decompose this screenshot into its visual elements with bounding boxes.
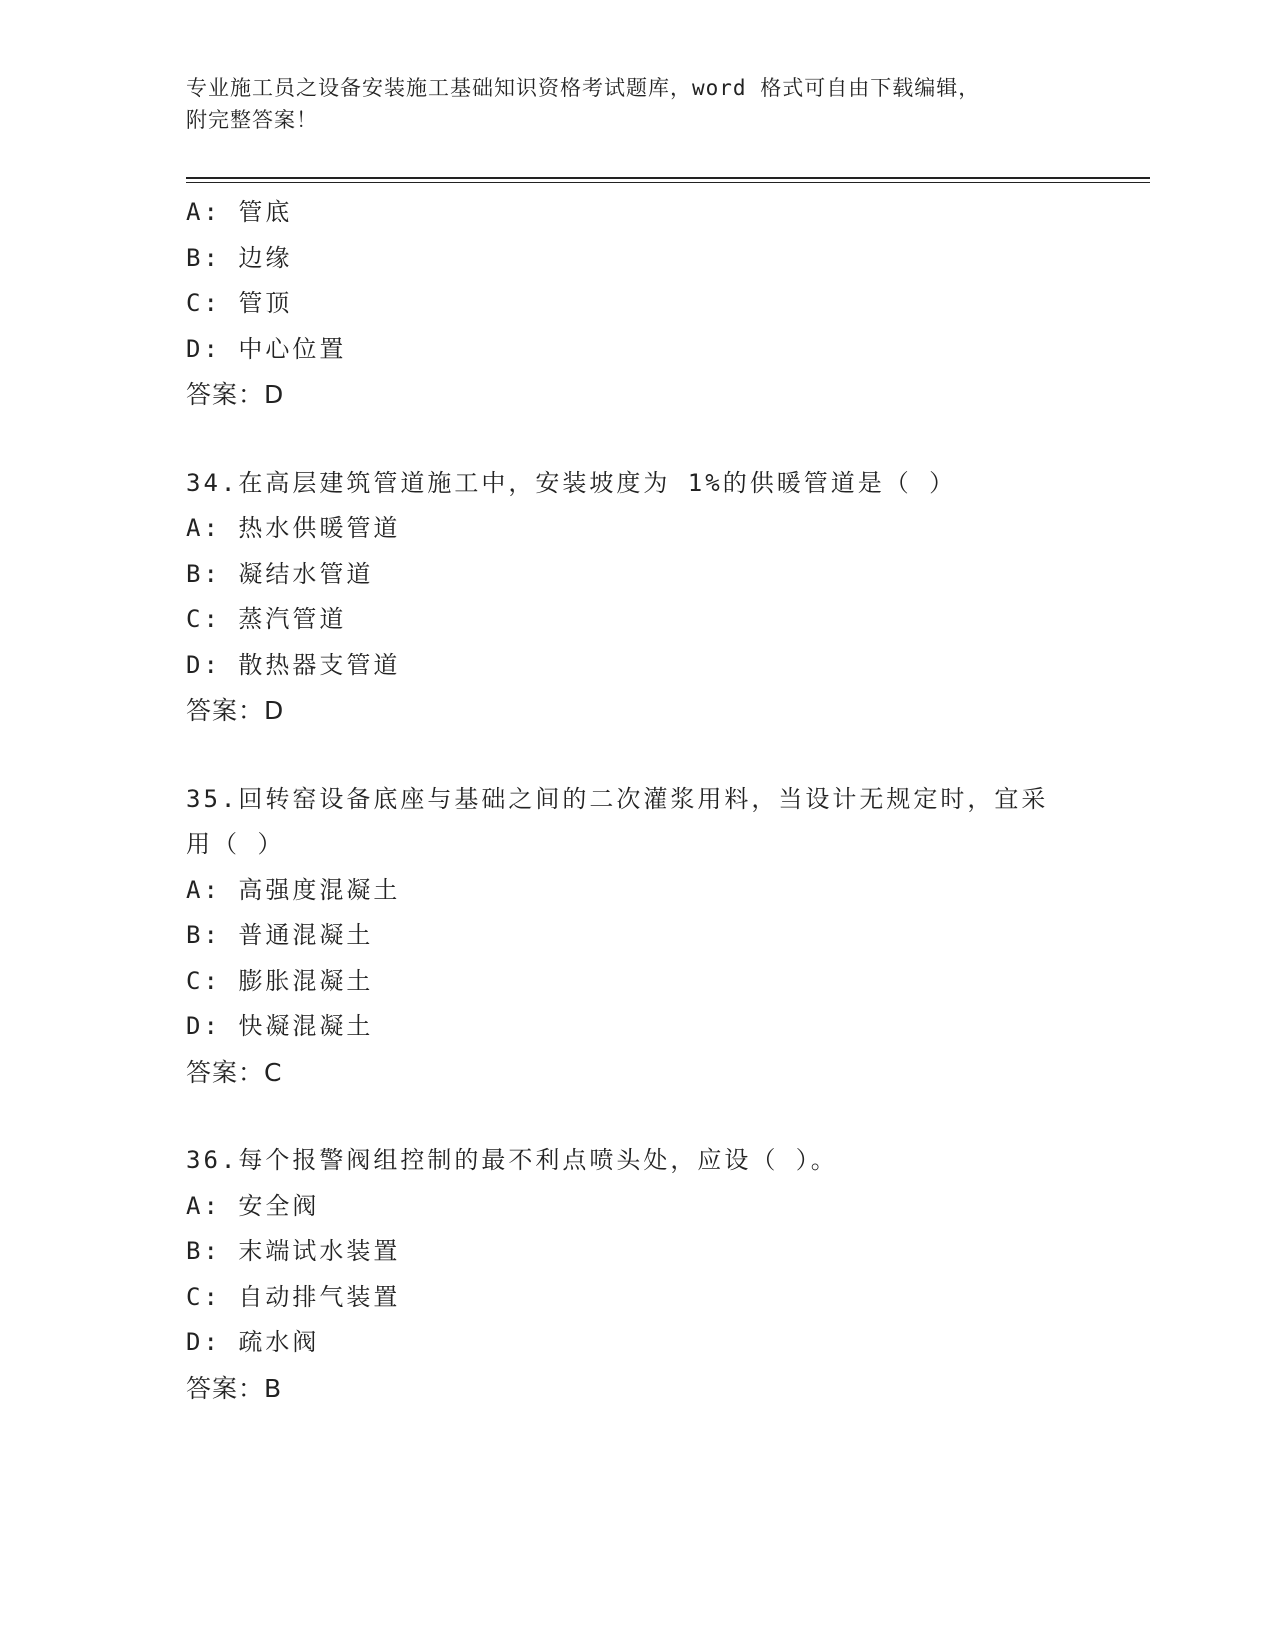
option-d: D: 快凝混凝土 xyxy=(186,1012,374,1040)
option-c: C: 膨胀混凝土 xyxy=(186,966,374,995)
option-d: D: 疏水阀 xyxy=(186,1328,320,1356)
option-c: C: 蒸汽管道 xyxy=(186,605,347,633)
header-title-line2: 附完整答案！ xyxy=(186,108,318,132)
option-c: C: 自动排气装置 xyxy=(186,1282,401,1311)
question-block-34 xyxy=(186,461,1136,734)
header-title-line1: 专业施工员之设备安装施工基础知识资格考试题库，word 格式可自由下载编辑， xyxy=(186,76,981,100)
option-d: D: 散热器支管道 xyxy=(186,650,401,679)
option-b: B: 普通混凝土 xyxy=(186,921,374,949)
option-c: C: 管顶 xyxy=(186,289,293,317)
question-stem: 34.在高层建筑管道施工中，安装坡度为 1%的供暖管道是（ ） xyxy=(186,468,957,497)
document-header xyxy=(186,72,1066,136)
question-stem: 36.每个报警阀组控制的最不利点喷头处，应设（ ）。 xyxy=(186,1146,838,1174)
answer-line: 答案：B xyxy=(186,1373,283,1403)
option-b: B: 边缘 xyxy=(186,243,293,272)
question-stem: 35.回转窑设备底座与基础之间的二次灌浆用料，当设计无规定时，宜采用（ ） xyxy=(186,784,1049,858)
answer-line: 答案：D xyxy=(186,696,285,725)
answer-line: 答案：D xyxy=(186,380,285,409)
question-block-36 xyxy=(186,1138,1136,1411)
option-d: D: 中心位置 xyxy=(186,334,347,363)
option-b: B: 末端试水装置 xyxy=(186,1237,401,1265)
option-b: B: 凝结水管道 xyxy=(186,559,374,588)
question-list xyxy=(186,190,1136,1411)
question-block-35 xyxy=(186,777,1136,1096)
question-block-prev xyxy=(186,190,1136,418)
answer-line: 答案：C xyxy=(186,1057,283,1087)
option-a: A: 热水供暖管道 xyxy=(186,514,401,542)
header-divider-thick xyxy=(186,177,1150,179)
header-divider-thin xyxy=(186,182,1150,183)
option-a: A: 安全阀 xyxy=(186,1191,320,1220)
option-a: A: 高强度混凝土 xyxy=(186,875,401,904)
option-a: A: 管底 xyxy=(186,198,293,226)
